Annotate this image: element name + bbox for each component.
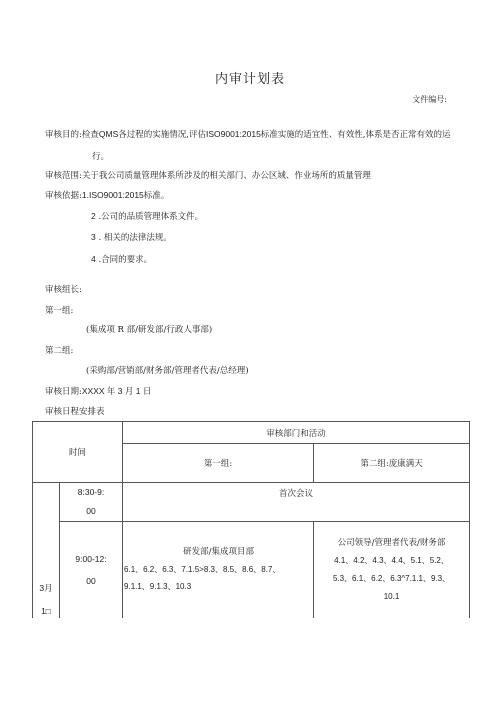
table-row xyxy=(33,522,470,618)
header-group1: 第一组: xyxy=(123,444,314,483)
basis-item-3: 3 . 相关的法律法规。 xyxy=(91,232,172,243)
audit-date-label: 审核日期: xyxy=(45,387,82,397)
purpose-label: 审核目的: xyxy=(45,130,82,140)
opening-meeting: 首次会议 xyxy=(123,483,470,522)
basis-item-2: 2 .公司的品质管理体系文件。 xyxy=(91,211,204,222)
group2-label: 第二组: xyxy=(45,346,74,356)
header-time: 时间 xyxy=(33,422,123,483)
group1-activities: 研发部/集成项目部 6.1、6.2、6.3、7.1.5>8.3、8.5、8.6、8.7、 9.1.1、9.1.3、10.3 xyxy=(123,522,314,618)
basis-item-4: 4 .合同的要求。 xyxy=(91,254,153,265)
team-leader-label: 审核组长: xyxy=(45,285,82,295)
scope-text: 关于我公司质量管理体系所涉及的相关部门、办公区域、作业场所的质量管理 xyxy=(81,171,371,181)
document-title: 内审计划表 xyxy=(214,72,285,87)
basis-label: 审核依据: xyxy=(45,191,82,201)
purpose-line: 审核目的:检查QMS各过程的实施情况,评估ISO9001:2015标准实施的适宜性、有效性,体系是否正常有效的运 xyxy=(45,129,451,140)
header-departments: 审核部门和活动 xyxy=(123,422,470,444)
scope-line xyxy=(45,169,371,181)
document-number-label: 文件编号: xyxy=(412,95,447,104)
schedule-label: 审核日程安排表 xyxy=(45,407,105,417)
group1-label: 第一组: xyxy=(45,306,74,316)
time-slot-1: 8:30-9: 00 xyxy=(60,483,123,522)
table-header-row xyxy=(33,422,470,444)
schedule-table xyxy=(32,421,470,618)
header-group2: 第二组:庞康满天 xyxy=(314,444,470,483)
group2-departments: (采购部/营销部/财务部/管理者代表/总经理) xyxy=(86,366,249,376)
group2-activities: 公司领导/管理者代表/财务部 4.1、4.2、4.3、4.4、5.1、5.2、 5.3、6.1、6.2、6.3^7.1.1、9.3、 10.1 xyxy=(314,522,470,618)
basis-line: 审核依据:1.ISO9001:2015标准。 xyxy=(45,190,170,201)
time-slot-2: 9:00-12: 00 xyxy=(60,522,123,618)
group1-departments: (集成项 R 部/研发部/行政人事部) xyxy=(86,325,213,335)
purpose-continuation: 行。 xyxy=(92,152,110,162)
scope-label: 审核范围: xyxy=(45,171,82,181)
date-cell: 3月 1□ xyxy=(33,483,60,618)
audit-date-value: XXXX 年 3 月 1 日 xyxy=(81,386,152,396)
audit-date-line xyxy=(45,385,151,397)
table-row xyxy=(33,483,470,522)
